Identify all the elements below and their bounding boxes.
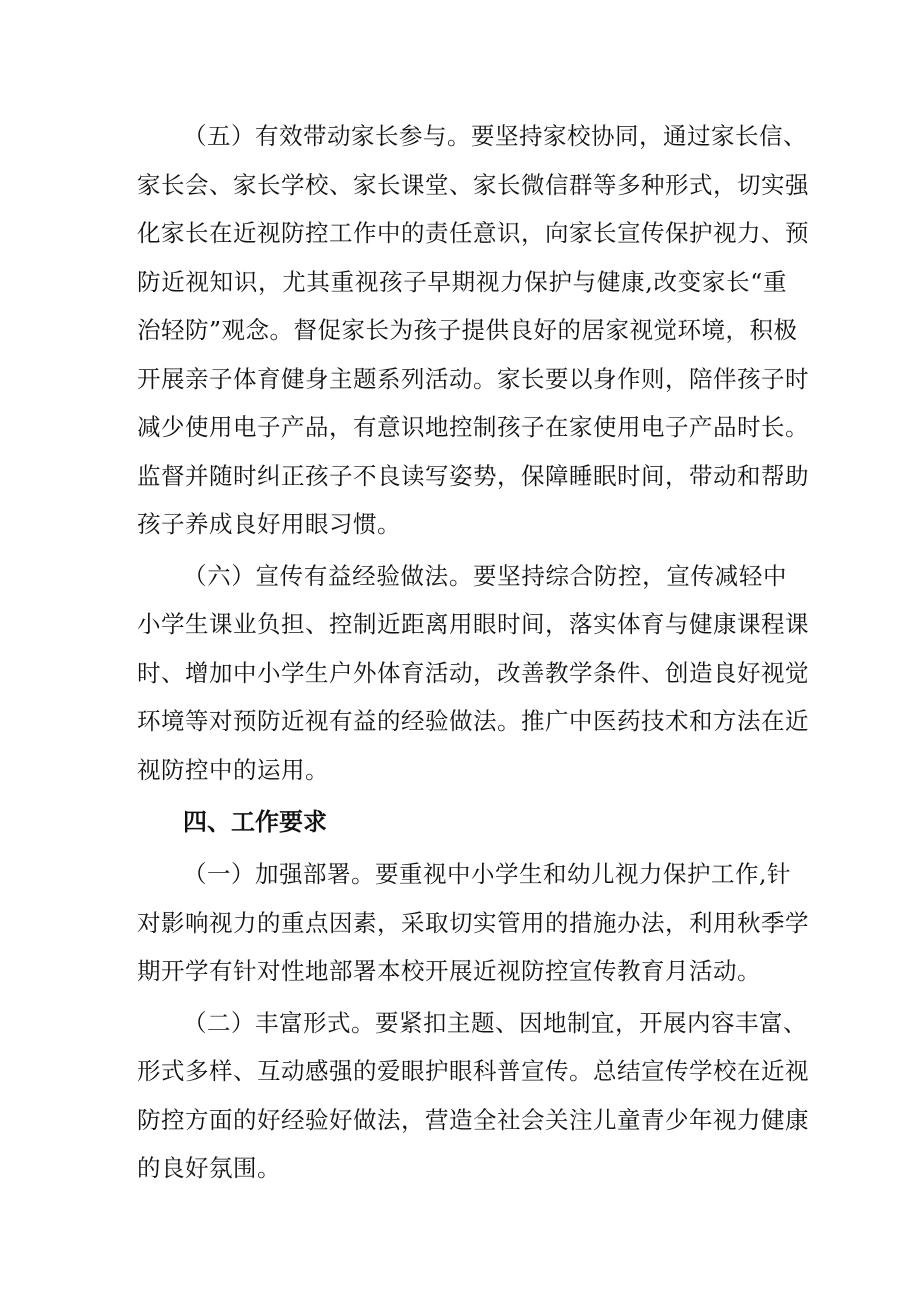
text-line: 小学生课业负担、控制近距离用眼时间，落实体育与健康课程课 — [137, 610, 809, 638]
text-line: 形式多样、互动感强的爱眼护眼科普宣传。总结宣传学校在近视 — [137, 1057, 809, 1085]
paragraph-six — [137, 552, 809, 795]
text-line: （五）有效带动家长参与。要坚持家校协同，通过家长信、 — [183, 122, 807, 150]
text-line: 视防控中的运用。 — [137, 755, 329, 784]
document-page — [137, 112, 809, 1196]
text-line: 期开学有针对性地部署本校开展近视防控宣传教育月活动。 — [137, 957, 761, 985]
section-heading: 四、工作要求 — [183, 808, 327, 836]
text-line: 对影响视力的重点因素，采取切实管用的措施办法，利用秋季学 — [137, 908, 809, 937]
text-line: 监督并随时纠正孩子不良读写姿势，保障睡眠时间，带动和帮助 — [137, 461, 809, 490]
text-line: 孩子养成良好用眼习惯。 — [137, 510, 401, 538]
text-line: （一）加强部署。要重视中小学生和幼儿视力保护工作,针 — [183, 860, 791, 888]
text-line: 环境等对预防近视有益的经验做法。推广中医药技术和方法在近 — [137, 707, 809, 735]
paragraph-five — [137, 112, 809, 549]
text-line: 化家长在近视防控工作中的责任意识，向家长宣传保护视力、预 — [137, 219, 809, 247]
text-line: 时、增加中小学生户外体育活动，改善教学条件、创造良好视觉 — [137, 658, 809, 687]
text-line: 防近视知识，尤其重视孩子早期视力保护与健康,改变家长“重 — [137, 267, 787, 296]
text-line: 家长会、家长学校、家长课堂、家长微信群等多种形式，切实强 — [137, 170, 809, 199]
text-line: 治轻防”观念。督促家长为孩子提供良好的居家视觉环境，积极 — [137, 316, 798, 344]
text-line: 的良好氛围。 — [137, 1154, 281, 1182]
text-line: 开展亲子体育健身主题系列活动。家长要以身作则，陪伴孩子时 — [137, 364, 809, 393]
text-line: （二）丰富形式。要紧扣主题、因地制宜，开展内容丰富、 — [183, 1008, 807, 1037]
requirement-two — [137, 999, 809, 1193]
text-line: 减少使用电子产品，有意识地控制孩子在家使用电子产品时长。 — [137, 413, 809, 441]
text-line: 防控方面的好经验好做法，营造全社会关注儿童青少年视力健康 — [137, 1105, 809, 1134]
text-line: （六）宣传有益经验做法。要坚持综合防控，宣传减轻中 — [183, 561, 787, 590]
requirement-one — [137, 850, 809, 996]
